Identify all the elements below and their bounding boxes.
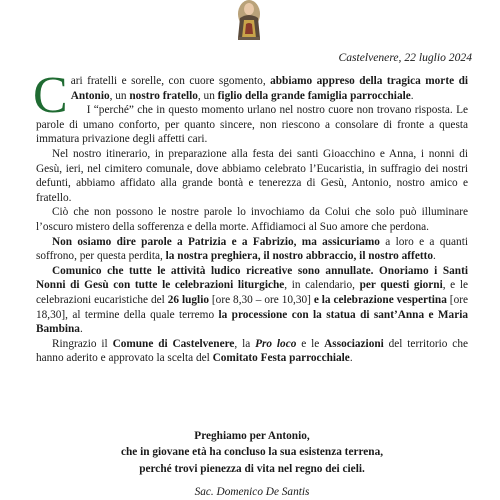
paragraph-thanks (36, 337, 468, 366)
text: , in calendario, (284, 279, 360, 292)
prayer-line: che in giovane età ha concluso la sua esistenza terrena, (120, 446, 384, 459)
drop-cap: C (33, 67, 68, 124)
dateline: Castelvenere, 22 luglio 2024 (338, 51, 472, 64)
paragraph-invocation: Ciò che non possono le nostre parole lo invochiamo da Colui che solo può illuminare l’oscuro mistero della sofferenza e della morte. Affidiamoci al Suo amore che perdona. (36, 206, 468, 233)
text: e le (296, 337, 325, 350)
bold-text: Associazioni (324, 337, 384, 350)
paragraph-itinerary: Nel nostro itinerario, in preparazione alla festa dei santi Gioacchino e Anna, i nonni di Gesù, ieri, nel cimitero comunale, dove abbiamo celebrato l’Eucaristia, in suffragio dei nostri defunti, abbiamo affidato alla grande bontà e tenerezza di Gesù, Antonio, nostro amico e fratello. (36, 147, 468, 204)
text: . (433, 250, 436, 263)
bold-text: Comune di Castelvenere (112, 337, 235, 350)
text: [ore 18,30], al termine della quale terremo (36, 293, 468, 321)
text: . (410, 89, 414, 102)
bold-text: figlio della grande famiglia parrocchiale (217, 89, 411, 102)
bold-text: Comunico che tutte le attività ludico ricreative sono annullate. Onoriamo i Santi Nonni di Gesù con tutte le celebrazioni liturgiche (36, 264, 468, 292)
bold-text: nostro fratello (129, 89, 198, 102)
text: , e le celebrazioni eucaristiche del (36, 279, 468, 306)
bold-text: Comitato Festa parrocchiale (212, 352, 350, 365)
bold-italic-text: Pro loco (255, 337, 297, 350)
text: , la (234, 337, 256, 350)
closing-prayer (36, 428, 468, 477)
signature: Sac. Domenico De Santis (194, 486, 310, 498)
prayer-line: Preghiamo per Antonio, (194, 430, 310, 442)
parish-statue-logo (232, 0, 266, 40)
text: , un (197, 89, 218, 102)
text: ari fratelli e sorelle, con cuore sgomento, (70, 75, 271, 87)
text: Ringrazio il (52, 337, 113, 350)
bold-text: 26 luglio (167, 293, 209, 306)
bold-text: Non osiamo dire parole a Patrizia e a Fabrizio, ma assicuriamo (52, 235, 380, 248)
text: . (349, 352, 353, 365)
bold-text: e la celebrazione vespertina (313, 293, 447, 306)
prayer-line: perché trovi pienezza di vita nel regno dei cieli. (139, 462, 365, 475)
bold-text: la processione con la statua di sant’Anna e Maria Bambina (36, 308, 468, 336)
text: , un (109, 89, 130, 102)
paragraph-condolences (36, 235, 468, 264)
text: . (79, 323, 83, 336)
text: del territorio che hanno aderito e approvato la scelta del (36, 337, 468, 365)
text: [ore 8,30 – ore 10,30] (208, 293, 314, 306)
paragraph-greeting (33, 67, 468, 124)
paragraph-announcement (36, 264, 468, 337)
bold-text: per questi giorni (359, 279, 443, 292)
text: a loro e a quanti soffrono, per questa perdita, (36, 235, 468, 263)
bold-text: la nostra preghiera, il nostro abbraccio, il nostro affetto (165, 250, 434, 263)
bold-text: abbiamo appreso della tragica morte di Antonio (70, 75, 468, 102)
paragraph-why: I “perché” che in questo momento urlano nel nostro cuore non trovano risposta. Le parole di umano conforto, per quanto sincere, non riescono a consolare di fronte a questa immatura privazione degli affetti cari. (36, 104, 468, 146)
letter-body (33, 67, 468, 366)
